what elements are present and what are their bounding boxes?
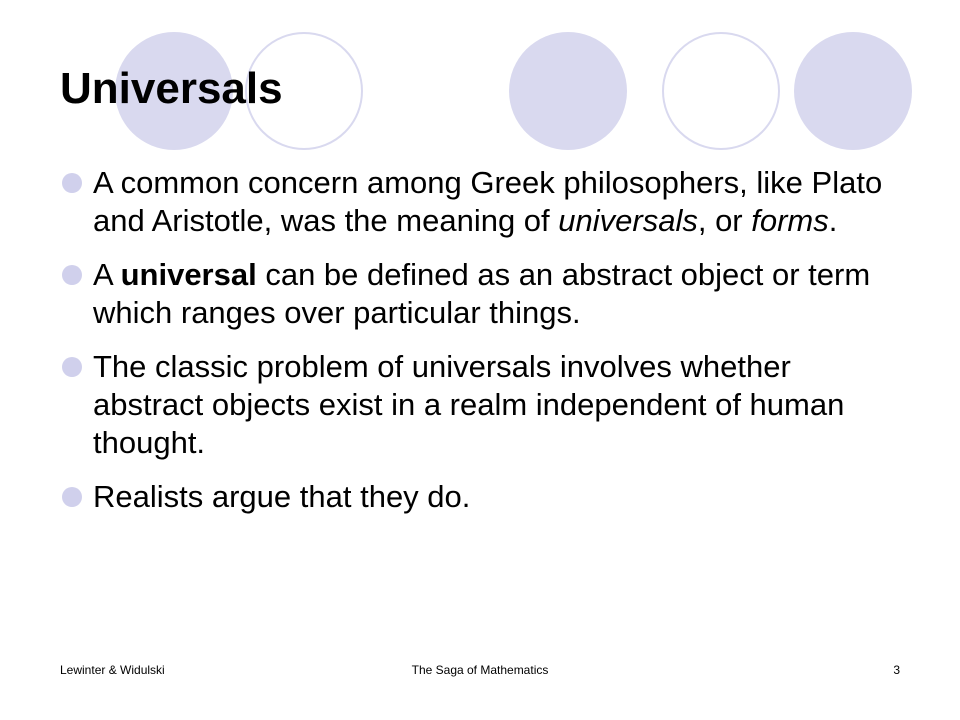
bullet-text-run: can be defined as an abstract object or term which ranges over particular things. [93, 257, 871, 330]
bullet-text-run: The classic problem of universals involves whether abstract objects exist in a realm independent of human thought. [93, 349, 845, 460]
decorative-circle-outline [662, 32, 780, 150]
decorative-circle-filled [509, 32, 627, 150]
bullet-text-run: , or [697, 203, 752, 238]
bullet-dot-icon [62, 487, 82, 507]
bullet-text-run: A [93, 257, 121, 292]
bullet-item [60, 348, 900, 462]
bullet-text-run: Realists argue that they do. [93, 479, 471, 514]
footer-authors: Lewinter & Widulski [60, 663, 165, 677]
bullet-dot-icon [62, 173, 82, 193]
footer-book-title: The Saga of Mathematics [411, 663, 549, 677]
bullet-list [60, 164, 900, 532]
bullet-text-run: universal [120, 257, 257, 292]
bullet-item [60, 164, 900, 240]
footer-page-number: 3 [893, 663, 900, 677]
bullet-text-run: universals [558, 203, 698, 238]
bullet-text-run: A common concern among Greek philosophers, like Plato and Aristotle, was the meaning of [93, 165, 883, 238]
slide-title: Universals [60, 64, 283, 113]
bullet-item [60, 256, 900, 332]
bullet-text-run: forms [751, 203, 829, 238]
decorative-circle-filled [794, 32, 912, 150]
bullet-dot-icon [62, 357, 82, 377]
bullet-dot-icon [62, 265, 82, 285]
bullet-text-run: . [828, 203, 838, 238]
bullet-item [60, 478, 900, 516]
